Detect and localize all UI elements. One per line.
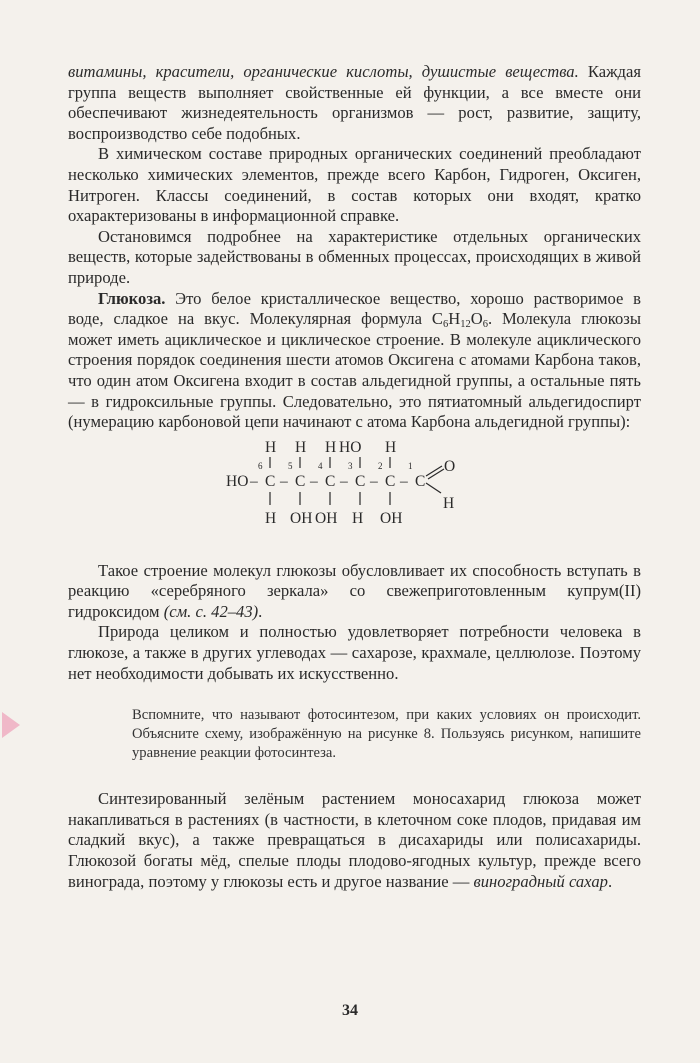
glucose-text-b: . Молекула глюкозы может иметь ациклическое и циклическое строение. В молекуле ациклического строения порядок соединения шести атомов Оксигена с атомами Карбона таков, что один атом Оксигена входит в состав альдегидной группы, а остальные пять — в гидроксильные группы. Следовательно, это пятиатомный альдегидоспирт (нумерацию карбоновой цепи начинают с атома Карбона альдегидной группы): (68, 309, 641, 432)
carbon-6: C (265, 472, 276, 490)
formula-svg (188, 435, 488, 543)
paragraph-synthesis (68, 789, 641, 892)
top-h-c6: H (265, 438, 277, 456)
paragraph-structure (68, 561, 641, 623)
note-text: Вспомните, что называют фотосинтезом, при каких условиях он происходит. Объясните схему, изображённую на рисунке 8. Пользуясь рисунком, напишите уравнение реакции фотосинтеза. (132, 707, 641, 762)
top-h-c2: H (385, 438, 397, 456)
page-number: 34 (342, 1002, 358, 1019)
grape-sugar-term: виноградный сахар (473, 871, 608, 891)
aldehyde-h: H (443, 494, 455, 512)
paragraph-glucose (68, 289, 641, 433)
synthesis-text: Синтезированный зелёным растением моносахарид глюкоза может накапливаться в растениях (в частности, в клеточном соке плодов, придавая им сладкий вкус), а также превращаться в дисахариды или полисахариды. Глюкозой богаты мёд, спелые плоды плодово-ягодных культур, прежде всего винограда, поэтому у глюкозы есть и другое название — (68, 789, 641, 891)
sub-h: 12 (460, 319, 471, 331)
bottom-bonds (270, 492, 390, 505)
formula-o: O (470, 309, 483, 329)
num-2: 2 (378, 460, 383, 471)
num-6: 6 (258, 460, 263, 471)
dash-3: – (310, 472, 318, 490)
num-3: 3 (348, 460, 353, 471)
formula-h: H (448, 309, 461, 329)
bottom-h-c6: H (265, 509, 277, 527)
sub-c: 6 (442, 319, 449, 331)
sub-o: 6 (482, 319, 488, 331)
bottom-oh-c4: OH (315, 509, 338, 527)
glucose-term: Глюкоза. (98, 288, 166, 308)
structure-end: . (258, 601, 263, 621)
dash-2: – (280, 472, 288, 490)
bottom-oh-c5: OH (290, 509, 313, 527)
left-ho: HO (226, 472, 249, 490)
top-h-c4: H (325, 438, 337, 456)
dash-6: – (400, 472, 408, 490)
carbon-5: C (295, 472, 306, 490)
dash-5: – (370, 472, 378, 490)
num-4: 4 (318, 460, 323, 471)
top-h-c5: H (295, 438, 307, 456)
carbon-1: C (415, 472, 426, 490)
paragraph-elements: В химическом составе природных органических соединений преобладают несколько химических элементов, прежде всего Карбон, Гидроген, Оксиген, Нитроген. Классы соединений, в состав которых они входят, кратко охарактеризованы в информационной справке. (68, 144, 641, 226)
dash-4: – (340, 472, 348, 490)
structure-text: Такое строение молекул глюкозы обусловливает их способность вступать в реакцию «серебряного зеркала» со свежеприготовленным купрум(II) гидроксидом (68, 560, 641, 621)
carbon-3: C (355, 472, 366, 490)
dash-1: – (250, 472, 258, 490)
glucose-text-a: Это белое кристаллическое вещество, хорошо растворимое в воде, сладкое на вкус. Молекулярная формула C (68, 288, 641, 329)
carbon-4: C (325, 472, 336, 490)
paragraph-intro (68, 62, 641, 144)
synthesis-end: . (607, 871, 613, 891)
aldehyde-o: O (444, 457, 456, 475)
note-triangle-icon (2, 712, 20, 738)
bottom-h-c3: H (352, 509, 364, 527)
aldehyde-bonds (426, 466, 444, 493)
top-ho-c3: HO (339, 438, 362, 456)
bottom-oh-c2: OH (380, 509, 403, 527)
num-5: 5 (288, 460, 293, 471)
page-body (68, 62, 641, 892)
page-reference: (см. с. 42–43) (163, 601, 259, 621)
intro-text: Каждая группа веществ выполняет свойственные ей функции, а все вместе они обеспечивают жизнедеятельность организмов — рост, развитие, защиту, воспроизводство себе подобных. (68, 62, 641, 143)
carbon-2: C (385, 472, 396, 490)
num-1: 1 (408, 460, 413, 471)
paragraph-nature: Природа целиком и полностью удовлетворяет потребности человека в глюкозе, а также в других углеводах — сахарозе, крахмале, целлюлозе. Поэтому нет необходимости добывать их искусственно. (68, 622, 641, 683)
paragraph-overview: Остановимся подробнее на характеристике отдельных органических веществ, которые задействованы в обменных процессах, происходящих в живой природе. (68, 226, 641, 287)
glucose-structural-formula (68, 435, 641, 543)
italic-list: витамины, красители, органические кислоты, душистые вещества. (68, 62, 579, 81)
recall-note (68, 706, 641, 763)
